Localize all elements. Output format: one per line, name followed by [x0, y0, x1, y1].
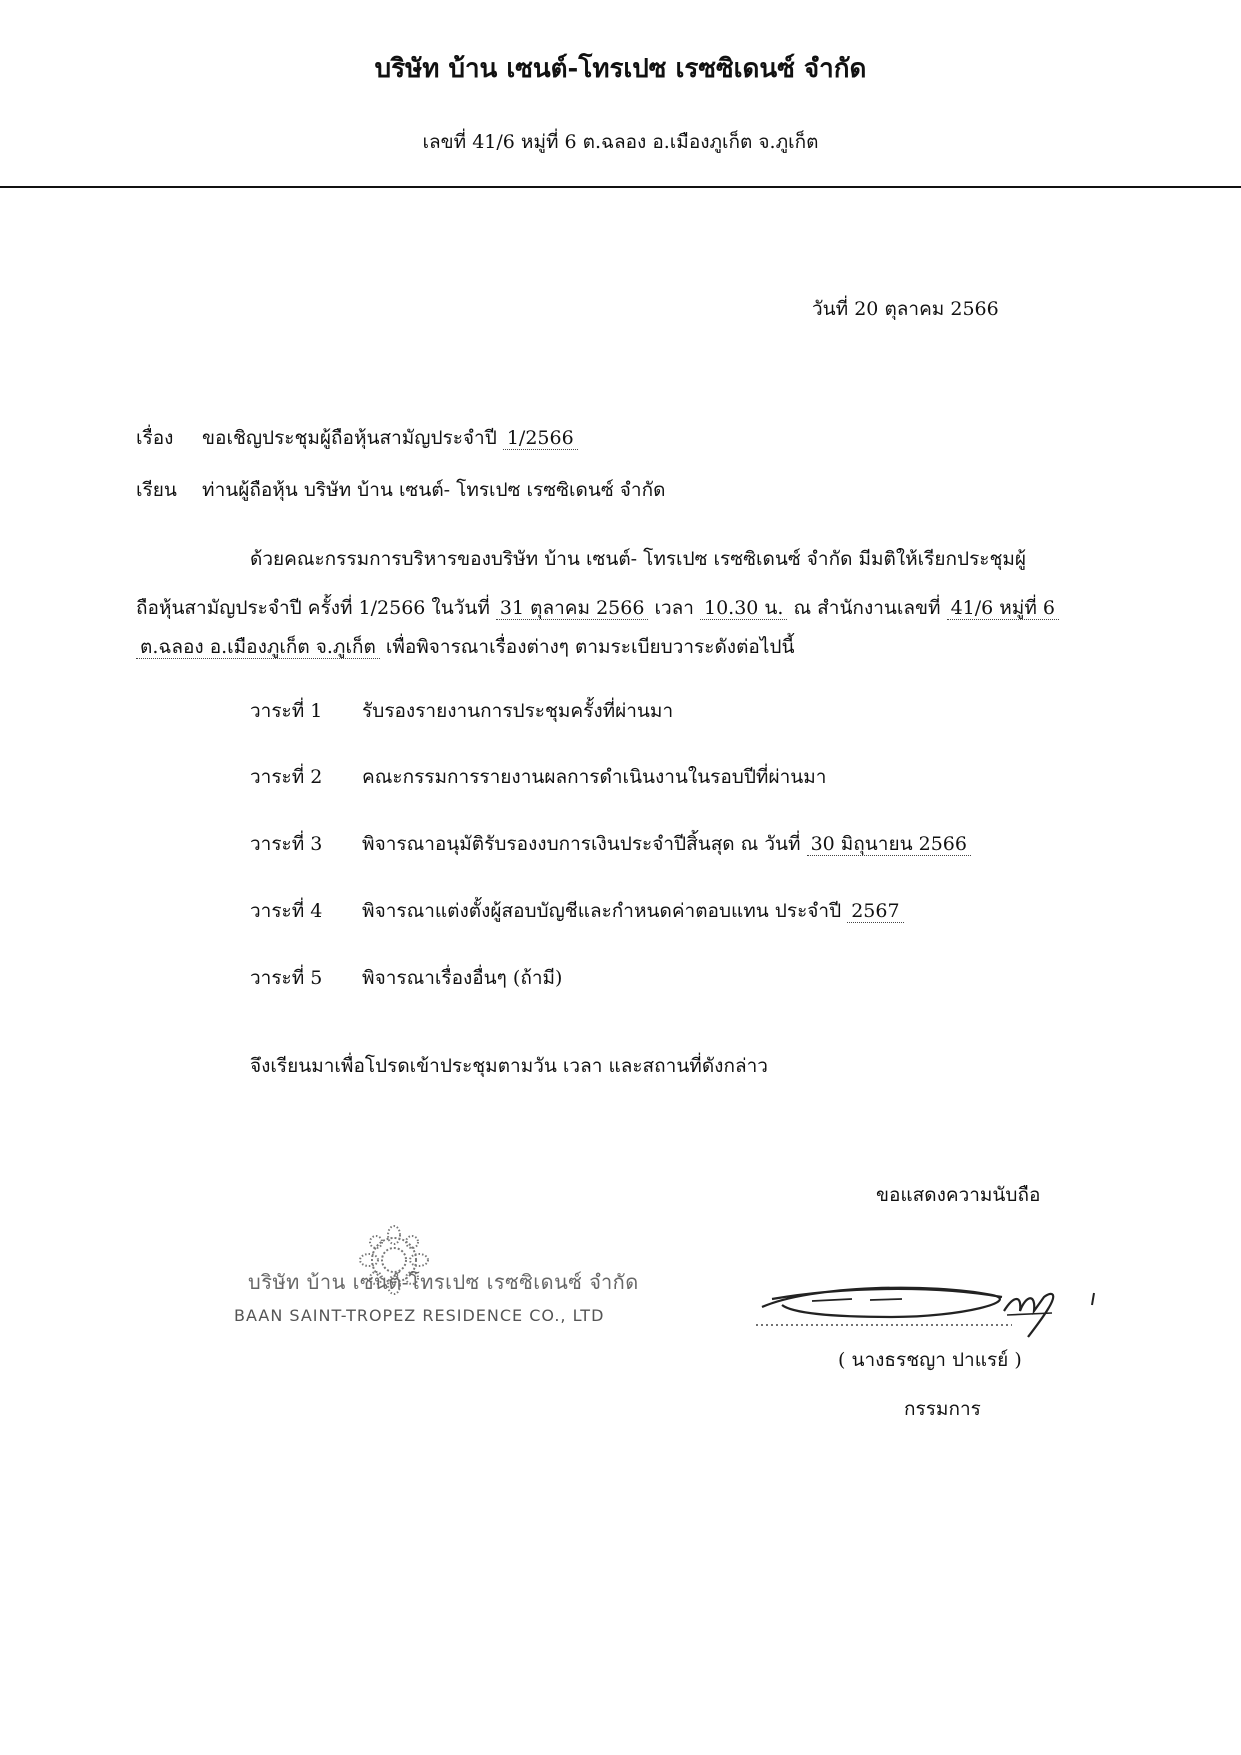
body-paragraph-line-3: [136, 632, 794, 662]
agenda-number: วาระที่ 5: [250, 967, 323, 989]
agenda-number: วาระที่ 2: [250, 766, 323, 788]
regards-text: ขอแสดงความนับถือ: [876, 1184, 1041, 1206]
meeting-location-part-1: 41/6 หมู่ที่ 6: [947, 597, 1059, 620]
closing-sentence: จึงเรียนมาเพื่อโปรดเข้าประชุมตามวัน เวลา และสถานที่ดังกล่าว: [250, 1055, 768, 1077]
body-text: เพื่อพิจารณาเรื่องต่างๆ ตามระเบียบวาระดังต่อไปนี้: [385, 636, 795, 658]
salutation-line: [136, 475, 665, 505]
auditor-year: 2567: [847, 900, 903, 923]
signature-icon: [752, 1255, 1132, 1345]
agenda-number: วาระที่ 1: [250, 700, 323, 722]
subject-label: เรื่อง: [136, 427, 174, 449]
body-text: เวลา: [654, 597, 694, 619]
agenda-item-1: [250, 696, 673, 726]
body-paragraph-line-1: ด้วยคณะกรรมการบริหารของบริษัท บ้าน เซนต์- โทรเปซ เรซซิเดนซ์ จำกัด มีมติให้เรียกประชุมผู้: [250, 548, 1027, 570]
letter-date: วันที่ 20 ตุลาคม 2566: [812, 298, 999, 320]
agenda-text: รับรองรายงานการประชุมครั้งที่ผ่านมา: [362, 700, 674, 722]
agenda-item-2: [250, 762, 826, 792]
meeting-date: 31 ตุลาคม 2566: [496, 597, 649, 620]
meeting-time: 10.30 น.: [700, 597, 787, 620]
subject-number: 1/2566: [503, 427, 578, 450]
agenda-text: พิจารณาอนุมัติรับรองงบการเงินประจำปีสิ้นสุด ณ วันที่: [362, 833, 801, 855]
salutation-label: เรียน: [136, 479, 177, 501]
stamp-company-name-en: BAAN SAINT-TROPEZ RESIDENCE CO., LTD: [234, 1306, 605, 1325]
agenda-text: คณะกรรมการรายงานผลการดำเนินงานในรอบปีที่ผ่านมา: [362, 766, 827, 788]
agenda-text: พิจารณาเรื่องอื่นๆ (ถ้ามี): [362, 967, 563, 989]
agenda-item-3: [250, 829, 971, 859]
subject-line: [136, 423, 578, 453]
meeting-location-part-2: ต.ฉลอง อ.เมืองภูเก็ต จ.ภูเก็ต: [136, 636, 380, 659]
stamp-company-name-th: บริษัท บ้าน เซนต์-โทรเปซ เรซซิเดนซ์ จำกัด: [248, 1270, 639, 1294]
agenda-number: วาระที่ 4: [250, 900, 323, 922]
agenda-number: วาระที่ 3: [250, 833, 323, 855]
body-paragraph-line-2: [136, 593, 1059, 623]
subject-text: ขอเชิญประชุมผู้ถือหุ้นสามัญประจำปี: [202, 427, 497, 449]
agenda-text: พิจารณาแต่งตั้งผู้สอบบัญชีและกำหนดค่าตอบแทน ประจำปี: [362, 900, 842, 922]
signer-title: กรรมการ: [904, 1398, 981, 1420]
fiscal-year-end-date: 30 มิถุนายน 2566: [807, 833, 971, 856]
body-text: ถือหุ้นสามัญประจำปี ครั้งที่ 1/2566 ในวันที่: [136, 597, 490, 619]
salutation-text: ท่านผู้ถือหุ้น บริษัท บ้าน เซนต์- โทรเปซ เรซซิเดนซ์ จำกัด: [202, 479, 666, 501]
signer-name: ( นางธรชญา ปาแรย์ ): [838, 1349, 1022, 1371]
company-address: เลขที่ 41/6 หมู่ที่ 6 ต.ฉลอง อ.เมืองภูเก็ต จ.ภูเก็ต: [422, 131, 819, 153]
company-title: บริษัท บ้าน เซนต์-โทรเปซ เรซซิเดนซ์ จำกัด: [374, 54, 867, 84]
agenda-item-4: [250, 896, 904, 926]
header-divider: [0, 186, 1241, 188]
agenda-item-5: [250, 963, 562, 993]
body-text: ณ สำนักงานเลขที่: [793, 597, 941, 619]
